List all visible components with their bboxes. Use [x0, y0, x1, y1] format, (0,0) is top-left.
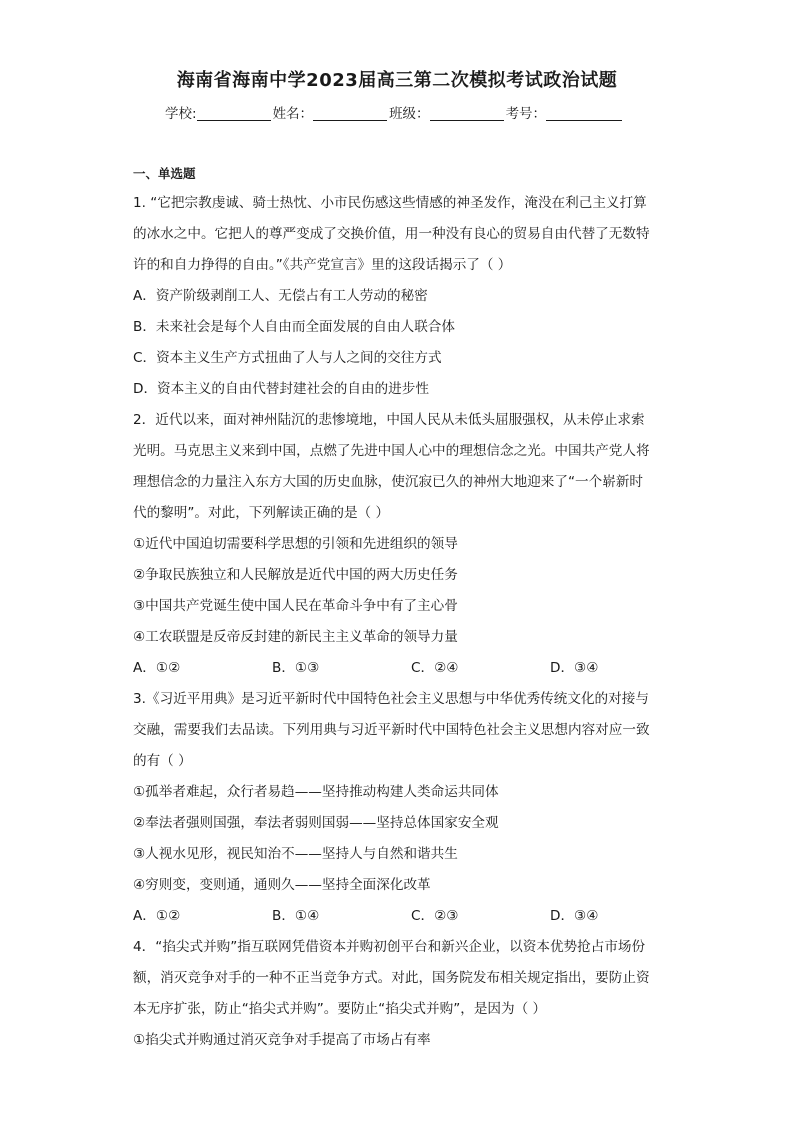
statement-item: ②奉法者强则国强，奉法者弱则国弱——坚持总体国家安全观: [133, 815, 499, 831]
question-stem-line: 理想信念的力量注入东方大国的历史血脉，使沉寂已久的神州大地迎来了“一个崭新时: [133, 474, 644, 490]
question-3: [133, 684, 663, 932]
option-c[interactable]: C．②③: [411, 908, 459, 924]
question-1: [133, 188, 663, 405]
school-blank[interactable]: [197, 106, 271, 121]
option-a[interactable]: A．①②: [133, 660, 181, 676]
options-row: [133, 901, 663, 932]
class-label: 班级：: [389, 106, 430, 122]
option-d[interactable]: D．③④: [550, 660, 599, 676]
statement-item: ①掐尖式并购通过消灭竞争对手提高了市场占有率: [133, 1032, 431, 1048]
statement-item: ②争取民族独立和人民解放是近代中国的两大历史任务: [133, 567, 458, 583]
question-stem-line: 4．“掐尖式并购”指互联网凭借资本并购初创平台和新兴企业，以资本优势抢占市场份: [133, 939, 646, 955]
question-stem-line: 光明。马克思主义来到中国，点燃了先进中国人心中的理想信念之光。中国共产党人将: [133, 443, 650, 459]
option-b[interactable]: B．①④: [272, 908, 320, 924]
question-stem-line: 许的和自力挣得的自由。”《共产党宣言》里的这段话揭示了（ ）: [133, 257, 512, 273]
student-info-row: [165, 102, 622, 122]
exam-no-label: 考号：: [505, 106, 547, 122]
question-2: [133, 405, 663, 684]
question-stem-line: 的冰水之中。它把人的尊严变成了交换价值，用一种没有良心的贸易自由代替了无数特: [133, 226, 650, 242]
exam-title: 海南省海南中学2023届高三第二次模拟考试政治试题: [176, 70, 618, 91]
statement-item: ④穷则变，变则通，通则久——坚持全面深化改革: [133, 877, 431, 893]
option-c[interactable]: C．②④: [411, 660, 459, 676]
option-a[interactable]: A．资产阶级剥削工人、无偿占有工人劳动的秘密: [133, 288, 428, 304]
statement-item: ④工农联盟是反帝反封建的新民主主义革命的领导力量: [133, 629, 458, 645]
name-blank[interactable]: [313, 106, 387, 121]
question-stem-line: 的有（ ）: [133, 753, 192, 769]
option-b[interactable]: B．未来社会是每个人自由而全面发展的自由人联合体: [133, 319, 455, 335]
question-stem-line: 2．近代以来，面对神州陆沉的悲惨境地，中国人民从未低头屈服强权，从未停止求索: [133, 412, 645, 428]
name-label: 姓名：: [272, 106, 314, 122]
option-d[interactable]: D．③④: [550, 908, 599, 924]
question-4: [133, 932, 663, 1056]
questions-body: [133, 160, 663, 1056]
options-row: [133, 653, 663, 684]
question-stem-line: 本无序扩张，防止“掐尖式并购”。要防止“掐尖式并购”，是因为（ ）: [133, 1001, 547, 1017]
statement-item: ①孤举者难起，众行者易趋——坚持推动构建人类命运共同体: [133, 784, 499, 800]
option-d[interactable]: D．资本主义的自由代替封建社会的自由的进步性: [133, 381, 429, 397]
school-label: 学校:: [165, 106, 197, 122]
section-heading: 一、单选题: [133, 166, 196, 181]
option-c[interactable]: C．资本主义生产方式扭曲了人与人之间的交往方式: [133, 350, 442, 366]
exam-no-blank[interactable]: [546, 106, 622, 121]
statement-item: ①近代中国迫切需要科学思想的引领和先进组织的领导: [133, 536, 458, 552]
question-stem-line: 代的黎明”。对此，下列解读正确的是（ ）: [133, 505, 390, 521]
statement-item: ③人视水见形，视民知治不——坚持人与自然和谐共生: [133, 846, 458, 862]
option-a[interactable]: A．①②: [133, 908, 181, 924]
option-b[interactable]: B．①③: [272, 660, 320, 676]
class-blank[interactable]: [430, 106, 504, 121]
question-stem-line: 交融，需要我们去品读。下列用典与习近平新时代中国特色社会主义思想内容对应一致: [133, 722, 650, 738]
question-stem-line: 3.《习近平用典》是习近平新时代中国特色社会主义思想与中华优秀传统文化的对接与: [133, 691, 649, 707]
statement-item: ③中国共产党诞生使中国人民在革命斗争中有了主心骨: [133, 598, 458, 614]
question-stem-line: 额，消灭竞争对手的一种不正当竞争方式。对此，国务院发布相关规定指出，要防止资: [133, 970, 650, 986]
question-stem-line: 1. “它把宗教虔诚、骑士热忱、小市民伤感这些情感的神圣发作，淹没在利己主义打算: [133, 195, 647, 211]
